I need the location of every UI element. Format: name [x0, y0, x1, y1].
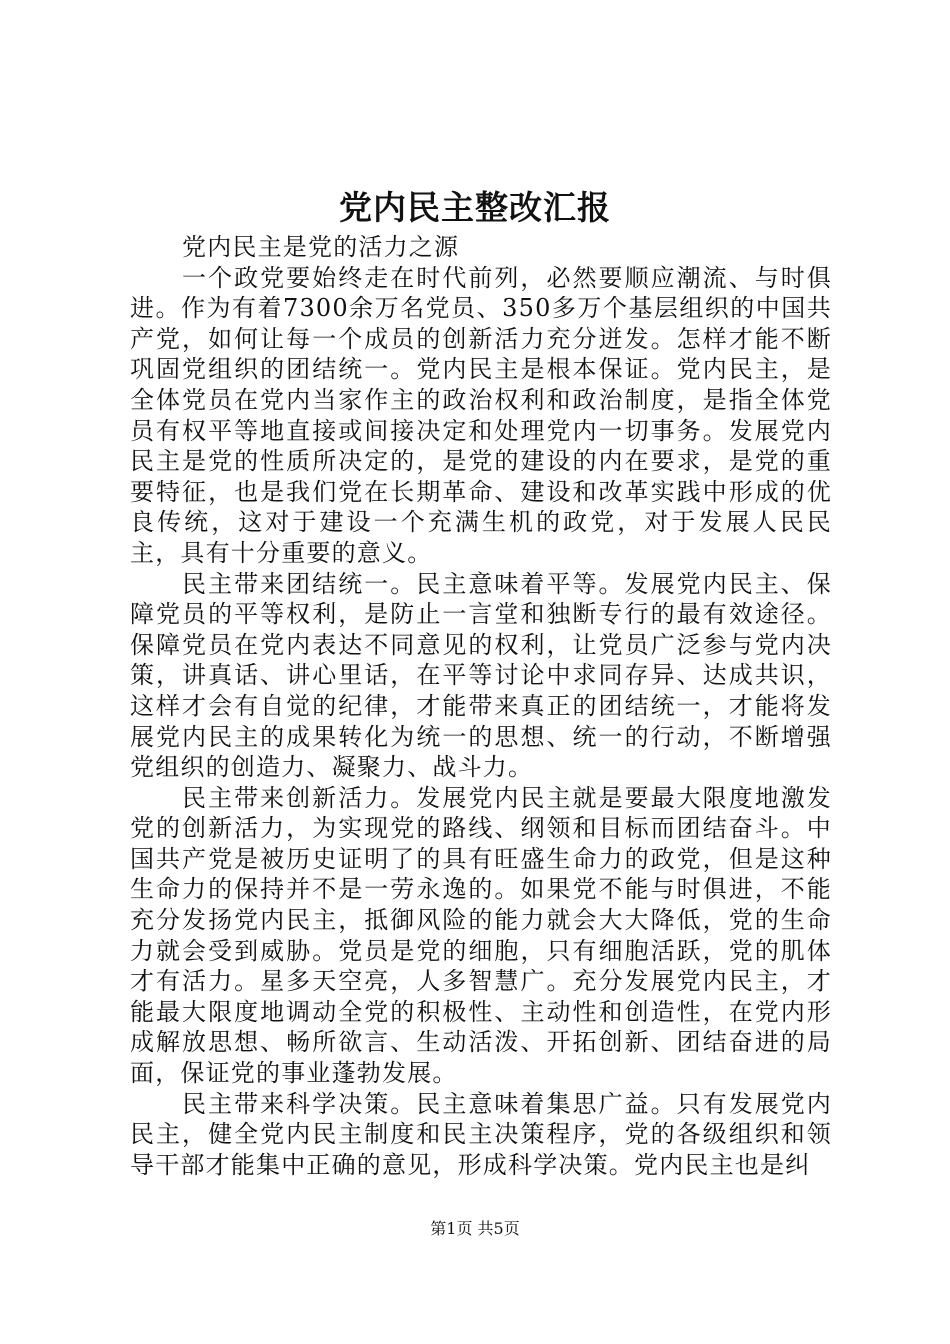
paragraph: 一个政党要始终走在时代前列，必然要顺应潮流、与时俱进。作为有着7300余万名党员、350多万个基层组织的中国共产党，如何让每一个成员的创新活力充分迸发。怎样才能不断巩固党组织的团结统一。党内民主是根本保证。党内民主，是全体党员在党内当家作主的政治权利和政治制度，是指全体党员有权平等地直接或间接决定和处理党内一切事务。发展党内民主是党的性质所决定的，是党的建设的内在要求，是党的重要特征，也是我们党在长期革命、建设和改革实践中形成的优良传统，这对于建设一个充满生机的政党，对于发展人民民主，具有十分重要的意义。: [130, 263, 832, 567]
page-footer: 第1页 共5页: [430, 1219, 520, 1238]
paragraph: 民主带来科学决策。民主意味着集思广益。只有发展党内民主，健全党内民主制度和民主决策程序，党的各级组织和领导干部才能集中正确的意见，形成科学决策。党内民主也是纠: [130, 1089, 832, 1179]
paragraph: 民主带来创新活力。发展党内民主就是要最大限度地激发党的创新活力，为实现党的路线、纲领和目标而团结奋斗。中国共产党是被历史证明了的具有旺盛生命力的政党，但是这种生命力的保持并不是一劳永逸的。如果党不能与时俱进，不能充分发扬党内民主，抵御风险的能力就会大大降低，党的生命力就会受到威胁。党员是党的细胞，只有细胞活跃，党的肌体才有活力。星多天空亮，人多智慧广。充分发展党内民主，才能最大限度地调动全党的积极性、主动性和创造性，在党内形成解放思想、畅所欲言、生动活泼、开拓创新、团结奋进的局面，保证党的事业蓬勃发展。: [130, 783, 832, 1088]
paragraph-subtitle: 党内民主是党的活力之源: [182, 233, 460, 261]
paragraph: 民主带来团结统一。民主意味着平等。发展党内民主、保障党员的平等权利，是防止一言堂和独断专行的最有效途径。保障党员在党内表达不同意见的权利，让党员广泛参与党内决策，讲真话、讲心里话，在平等讨论中求同存异、达成共识，这样才会有自觉的纪律，才能带来真正的团结统一，才能将发展党内民主的成果转化为统一的思想、统一的行动，不断增强党组织的创造力、凝聚力、战斗力。: [130, 569, 832, 782]
document-body: [130, 232, 832, 1180]
document-title: 党内民主整改汇报: [339, 188, 611, 227]
